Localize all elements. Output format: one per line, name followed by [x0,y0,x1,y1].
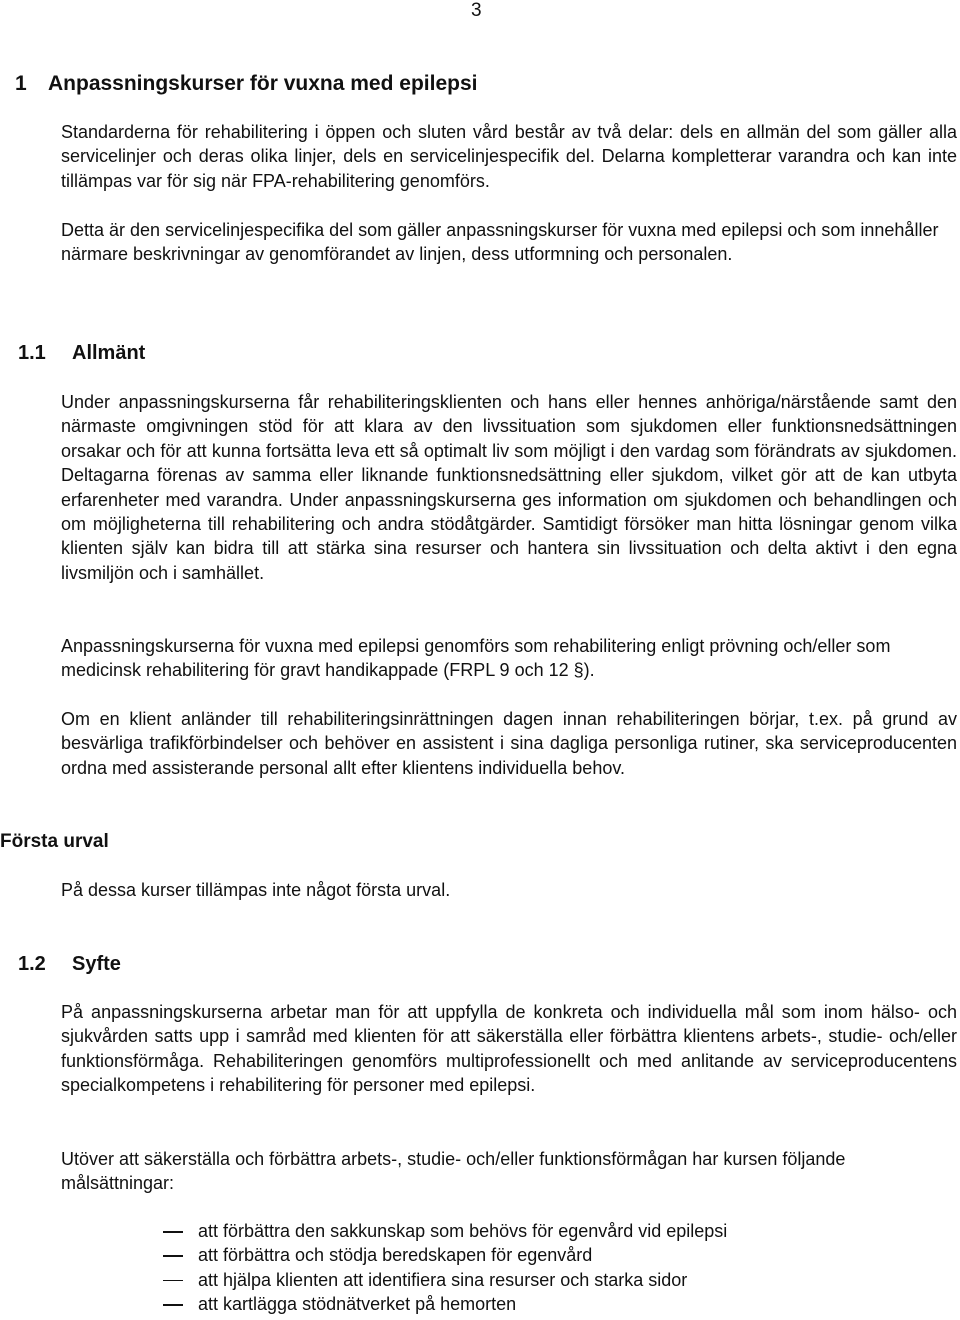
goal-text: att förbättra den sakkunskap som behövs för egenvård vid epilepsi [198,1221,728,1241]
section-1-heading [15,71,477,97]
dash-icon [163,1304,183,1306]
section-1-2-heading [18,952,121,976]
section-1-2-number: 1.2 [18,953,46,975]
section-1-title: Anpassningskurser för vuxna med epilepsi [48,72,478,95]
list-item [160,1219,920,1243]
intro-paragraph-1: Standarderna för rehabilitering i öppen och sluten vård består av två delar: dels en allmän del som gäller alla servicelinjer och deras olika linjer, dels en servicelinjespecifik del. Delarna kompletterar varandra och kan inte tillämpas var för sig när FPA-rehabilitering genomförs. [61,122,957,191]
list-item [160,1268,920,1292]
list-item [160,1243,920,1267]
goal-text: att förbättra och stödja beredskapen för egenvård [198,1245,593,1266]
list-item [160,1292,920,1316]
section-1-1-title: Allmänt [72,342,146,364]
general-paragraph-3: Om en klient anländer till rehabiliteringsinrättningen dagen innan rehabiliteringen börjar, t.ex. på grund av besvärliga trafikförbindelser och behöver en assistent i sina dagliga personliga rutiner, ska serviceproducenten ordna med assisterande personal allt efter klientens individuella behov. [61,709,957,778]
section-1-2-title: Syfte [72,953,121,975]
dash-icon [163,1255,183,1257]
first-selection-label: Första urval [0,831,109,852]
page-number: 3 [471,0,482,21]
general-paragraph-1: Under anpassningskurserna får rehabiliteringsklienten och hans eller hennes anhöriga/närstående samt den närmaste omgivningen stöd för att klara av den livssituation som sjukdomen eller funktionsnedsättningen orsakar och för att kunna fortsätta leva ett så optimalt liv som möjligt i den vardag som förändrats av sjukdomen. Deltagarna förenas av samma eller liknande funktionsnedsättning eller sjukdom, vilket gör att de kan utbyta erfarenheter med varandra. Under anpassningskurserna ges information om sjukdomen och behandlingen och om möjligheterna till rehabilitering och andra stödåtgärder. Samtidigt försöker man hitta lösningar genom vilka klienten själv kan bidra till att stärka sina resurser och hantera sin livssituation och delta aktivt i den egna livsmiljön och i samhället. [61,392,957,583]
dash-icon [163,1280,183,1282]
section-1-number: 1 [15,72,27,95]
section-1-1-heading [18,341,145,365]
goal-text: att kartlägga stödnätverket på hemorten [198,1294,517,1315]
purpose-paragraph-2: Utöver att säkerställa och förbättra arbets-, studie- och/eller funktionsförmågan har kursen följande målsättningar: [61,1149,846,1194]
dash-icon [163,1231,183,1233]
section-1-1-number: 1.1 [18,342,46,364]
goals-list [160,1219,920,1317]
goal-text: att hjälpa klienten att identifiera sina resurser och starka sidor [198,1269,688,1290]
first-selection-text: På dessa kurser tillämpas inte något första urval. [61,880,451,900]
general-paragraph-2: Anpassningskurserna för vuxna med epilepsi genomförs som rehabilitering enligt prövning och/eller som medicinsk rehabilitering för gravt handikappade (FRPL 9 och 12 §). [61,636,891,681]
intro-paragraph-2: Detta är den servicelinjespecifika del som gäller anpassningskurser för vuxna med epilepsi och som innehåller närmare beskrivningar av genomförandet av linjen, dess utformning och personalen. [61,220,939,265]
purpose-paragraph-1: På anpassningskurserna arbetar man för att uppfylla de konkreta och individuella mål som inom hälso- och sjukvården satts upp i samråd med klienten för att säkerställa eller förbättra klientens arbets-, studie- och/eller funktionsförmåga. Rehabiliteringen genomförs multiprofessionellt och med anlitande av serviceproducentens specialkompetens i rehabilitering för personer med epilepsi. [61,1002,957,1096]
